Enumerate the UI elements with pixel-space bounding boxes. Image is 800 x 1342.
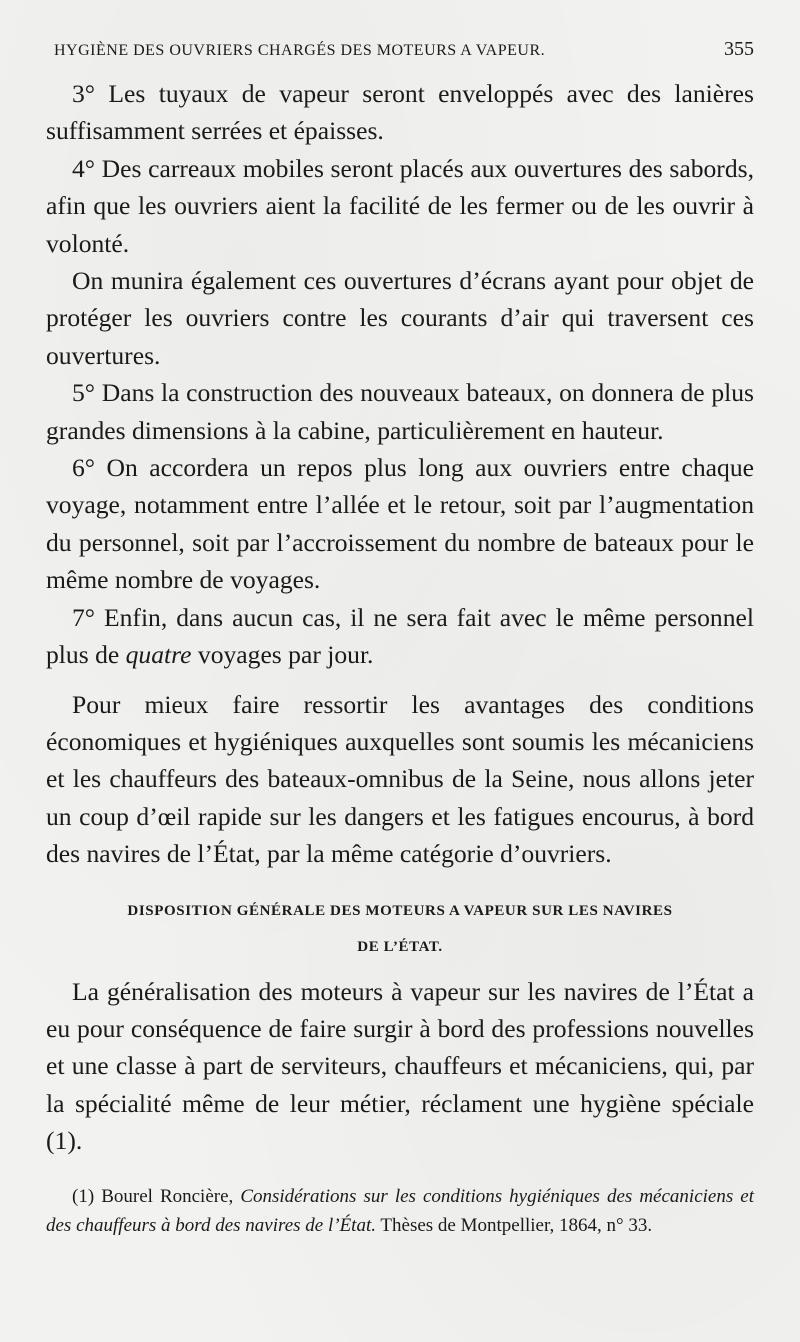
footnote — [46, 1182, 754, 1240]
paragraph-item-6: 6° On accordera un repos plus long aux ouvriers entre chaque voyage, notamment entre l’allée et le retour, soit par l’augmentation du personnel, soit par l’accroissement du nombre de bateaux pour le même nombre de voyages. — [46, 453, 754, 595]
paragraph-item-7-end: voyages par jour. — [191, 640, 374, 670]
section-heading-line-1: DISPOSITION GÉNÉRALE DES MOTEURS A VAPEUR SUR LES NAVIRES — [127, 902, 673, 919]
paragraph-item-7-emphasis: quatre — [125, 640, 192, 670]
running-head-title: HYGIÈNE DES OUVRIERS CHARGÉS DES MOTEURS A VAPEUR. — [54, 42, 546, 59]
paragraph-item-4: 4° Des carreaux mobiles seront placés aux ouvertures des sabords, afin que les ouvriers aient la facilité de les fermer ou de les ouvrir à volonté. — [46, 153, 754, 258]
paragraph-generalisation: La généralisation des moteurs à vapeur sur les navires de l’État a eu pour conséquence de faire surgir à bord des professions nouvelles et une classe à part de serviteurs, chauffeurs et mécaniciens, qui, par la spécialité même de leur métier, réclament une hygiène spéciale (1). — [46, 976, 754, 1156]
running-head — [46, 38, 754, 61]
section-heading — [46, 893, 754, 965]
paragraph-comparison: Pour mieux faire ressortir les avantages des conditions économiques et hygiéniques auxquelles sont soumis les mécaniciens et les chauffeurs des bateaux-omnibus de la Seine, nous allons jeter un coup d’œil rapide sur les dangers et les fatigues encourus, à bord des navires de l’État, par la même catégorie d’ouvriers. — [46, 689, 754, 869]
paragraph-item-3: 3° Les tuyaux de vapeur seront enveloppés avec des lanières suffisamment serrées et épaisses. — [46, 79, 754, 146]
paragraph-screens: On munira également ces ouvertures d’écrans ayant pour objet de protéger les ouvriers contre les courants d’air qui traversent ces ouvertures. — [46, 266, 754, 370]
footnote-source: Thèses de Montpellier, 1864, n° 33. — [376, 1214, 653, 1236]
paragraph-item-7-start: 7° Enfin, dans aucun cas, il ne sera fait avec le même personnel plus de — [46, 602, 754, 670]
footnote-author: (1) Bourel Roncière, — [72, 1185, 241, 1207]
page-number: 355 — [724, 38, 754, 60]
body-text — [46, 75, 754, 1160]
footnote-title: Considérations sur les conditions hygiéniques des mécaniciens et des chauffeurs à bord des navires de l’État. — [46, 1185, 754, 1236]
section-heading-line-2: DE L’ÉTAT. — [357, 938, 443, 955]
paragraph-item-7 — [46, 599, 754, 674]
paragraph-item-5: 5° Dans la construction des nouveaux bateaux, on donnera de plus grandes dimensions à la cabine, particulièrement en hauteur. — [46, 378, 754, 445]
